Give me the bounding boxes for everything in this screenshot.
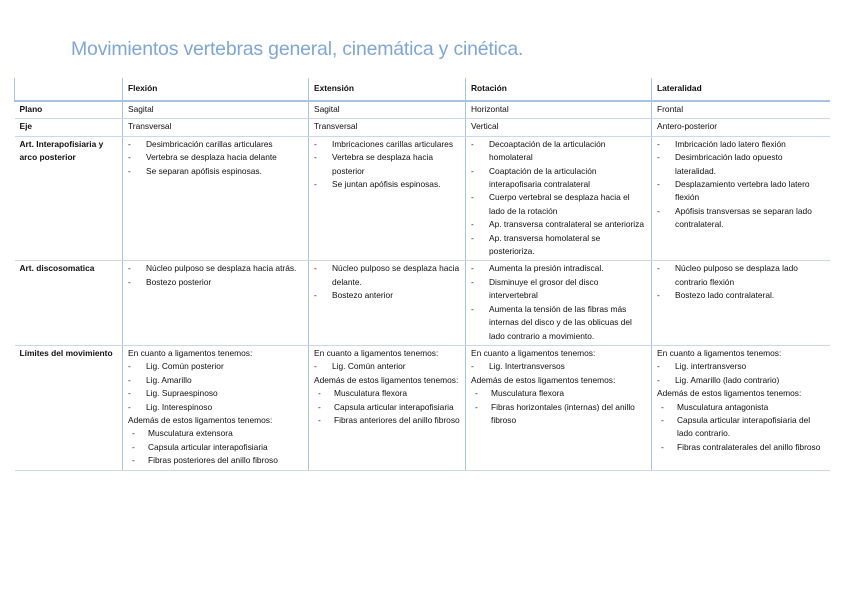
list-inter-lateralidad [657, 138, 826, 232]
cell-inter-rotacion [466, 136, 652, 261]
list-item: - Decoaptación de la articulación homolateral [471, 138, 647, 165]
list-item: - Fibras posteriores del anillo fibroso [128, 454, 304, 467]
row-label-limites: Límites del movimiento [15, 345, 123, 470]
cell-limites-rotacion [466, 345, 652, 470]
cell-eje-extension: Transversal [309, 119, 466, 136]
limites-intro2: Además de estos ligamentos tenemos: [657, 388, 802, 399]
limites-intro2: Además de estos ligamentos tenemos: [128, 414, 273, 425]
list-disco-extension [314, 262, 461, 302]
row-label-plano: Plano [15, 101, 123, 119]
list-item: - Apófisis transversas se separan lado contralateral. [657, 205, 826, 232]
list-disco-rotacion [471, 262, 647, 342]
list-item: - Disminuye el grosor del disco intervertebral [471, 276, 647, 303]
cell-limites-lateralidad [652, 345, 830, 470]
list-item: - Desimbricación lado opuesto lateralidad. [657, 151, 826, 178]
list-item: - Núcleo pulposo se desplaza hacia delante. [314, 262, 461, 289]
list-item: - Se juntan apófisis espinosas. [314, 178, 461, 191]
list-item: - Capsula articular interapofisiaria del lado contrario. [657, 414, 826, 441]
list-item: - Musculatura extensora [128, 427, 304, 440]
row-plano [15, 101, 830, 119]
list-item: - Capsula articular interapofisiaria [128, 441, 304, 454]
row-limites [15, 345, 830, 470]
header-empty [15, 78, 123, 101]
list-item: - Imbricación lado latero flexión [657, 138, 826, 151]
cell-eje-flexion: Transversal [123, 119, 309, 136]
list-item: - Fibras anteriores del anillo fibroso [314, 414, 461, 427]
list-item: - Vertebra se desplaza hacia posterior [314, 151, 461, 178]
list-item: - Desimbricación carillas articulares [128, 138, 304, 151]
list-item: - Lig. Amarillo [128, 374, 304, 387]
list-item: - Vertebra se desplaza hacia delante [128, 151, 304, 164]
list-disco-flexion [128, 262, 304, 289]
cell-plano-lateralidad: Frontal [652, 101, 830, 119]
list-inter-extension [314, 138, 461, 192]
row-art-discosomatica [15, 261, 830, 345]
cell-inter-flexion [123, 136, 309, 261]
list-item: - Núcleo pulposo se desplaza hacia atrás. [128, 262, 304, 275]
list-item: - Lig. Amarillo (lado contrario) [657, 374, 826, 387]
header-rotacion: Rotación [466, 78, 652, 101]
list-item: - Se separan apófisis espinosas. [128, 165, 304, 178]
header-row [15, 78, 830, 101]
list-item: - Desplazamiento vertebra lado latero flexión [657, 178, 826, 205]
list-item: - Fibras contralaterales del anillo fibroso [657, 441, 826, 454]
list-item: - Lig. intertransverso [657, 360, 826, 373]
limites-intro2: Además de estos ligamentos tenemos: [471, 374, 616, 385]
list-limites-flexion-others [128, 427, 304, 467]
list-item: - Musculatura flexora [314, 387, 461, 400]
header-flexion: Flexión [123, 78, 309, 101]
list-item: - Capsula articular interapofisiaria [314, 401, 461, 414]
list-item: - Musculatura flexora [471, 387, 647, 400]
cell-eje-lateralidad: Antero-posterior [652, 119, 830, 136]
list-item: - Coaptación de la articulación interapofisaria contralateral [471, 165, 647, 192]
list-item: - Lig. Común posterior [128, 360, 304, 373]
list-disco-lateralidad [657, 262, 826, 302]
list-limites-rotacion-ligs [471, 360, 647, 373]
cell-inter-extension [309, 136, 466, 261]
list-item: - Imbricaciones carillas articulares [314, 138, 461, 151]
cell-plano-extension: Sagital [309, 101, 466, 119]
movements-table [14, 78, 830, 471]
list-limites-lateralidad-ligs [657, 360, 826, 387]
list-item: - Lig. Supraespinoso [128, 387, 304, 400]
cell-plano-flexion: Sagital [123, 101, 309, 119]
cell-inter-lateralidad [652, 136, 830, 261]
cell-disco-extension [309, 261, 466, 345]
list-item: - Cuerpo vertebral se desplaza hacia el lado de la rotación [471, 191, 647, 218]
list-item: - Musculatura antagonista [657, 401, 826, 414]
row-eje [15, 119, 830, 136]
list-item: - Bostezo posterior [128, 276, 304, 289]
limites-intro: En cuanto a ligamentos tenemos: [471, 347, 596, 358]
list-limites-rotacion-others [471, 387, 647, 427]
row-label-art-interapofisiaria: Art. Interapofisiaria y arco posterior [15, 136, 123, 261]
list-item: - Lig. Intertransversos [471, 360, 647, 373]
list-item: - Fibras horizontales (internas) del anillo fibroso [471, 401, 647, 428]
limites-intro2: Además de estos ligamentos tenemos: [314, 374, 459, 385]
limites-intro: En cuanto a ligamentos tenemos: [128, 347, 253, 358]
list-item: - Núcleo pulposo se desplaza lado contrario flexión [657, 262, 826, 289]
page-title: Movimientos vertebras general, cinemática y cinética. [71, 38, 524, 60]
list-limites-extension-ligs [314, 360, 461, 373]
list-inter-flexion [128, 138, 304, 178]
header-extension: Extensión [309, 78, 466, 101]
header-lateralidad: Lateralidad [652, 78, 830, 101]
cell-disco-lateralidad [652, 261, 830, 345]
list-item: - Aumenta la presión intradiscal. [471, 262, 647, 275]
list-inter-rotacion [471, 138, 647, 259]
limites-intro: En cuanto a ligamentos tenemos: [657, 347, 782, 358]
cell-limites-flexion [123, 345, 309, 470]
row-label-eje: Eje [15, 119, 123, 136]
list-limites-extension-others [314, 387, 461, 427]
list-limites-flexion-ligs [128, 360, 304, 414]
list-limites-lateralidad-others [657, 401, 826, 455]
row-art-interapofisiaria [15, 136, 830, 261]
cell-disco-rotacion [466, 261, 652, 345]
list-item: - Aumenta la tensión de las fibras más internas del disco y de las oblicuas del lado contrario a movimiento. [471, 303, 647, 343]
list-item: - Ap. transversa contralateral se anterioriza [471, 218, 647, 231]
row-label-art-discosomatica: Art. discosomatica [15, 261, 123, 345]
cell-disco-flexion [123, 261, 309, 345]
limites-intro: En cuanto a ligamentos tenemos: [314, 347, 439, 358]
list-item: - Bostezo anterior [314, 289, 461, 302]
list-item: - Ap. transversa homolateral se posterioriza. [471, 232, 647, 259]
list-item: - Lig. Interespinoso [128, 401, 304, 414]
list-item: - Lig. Común anterior [314, 360, 461, 373]
list-item: - Bostezo lado contralateral. [657, 289, 826, 302]
cell-limites-extension [309, 345, 466, 470]
cell-eje-rotacion: Vertical [466, 119, 652, 136]
cell-plano-rotacion: Horizontal [466, 101, 652, 119]
